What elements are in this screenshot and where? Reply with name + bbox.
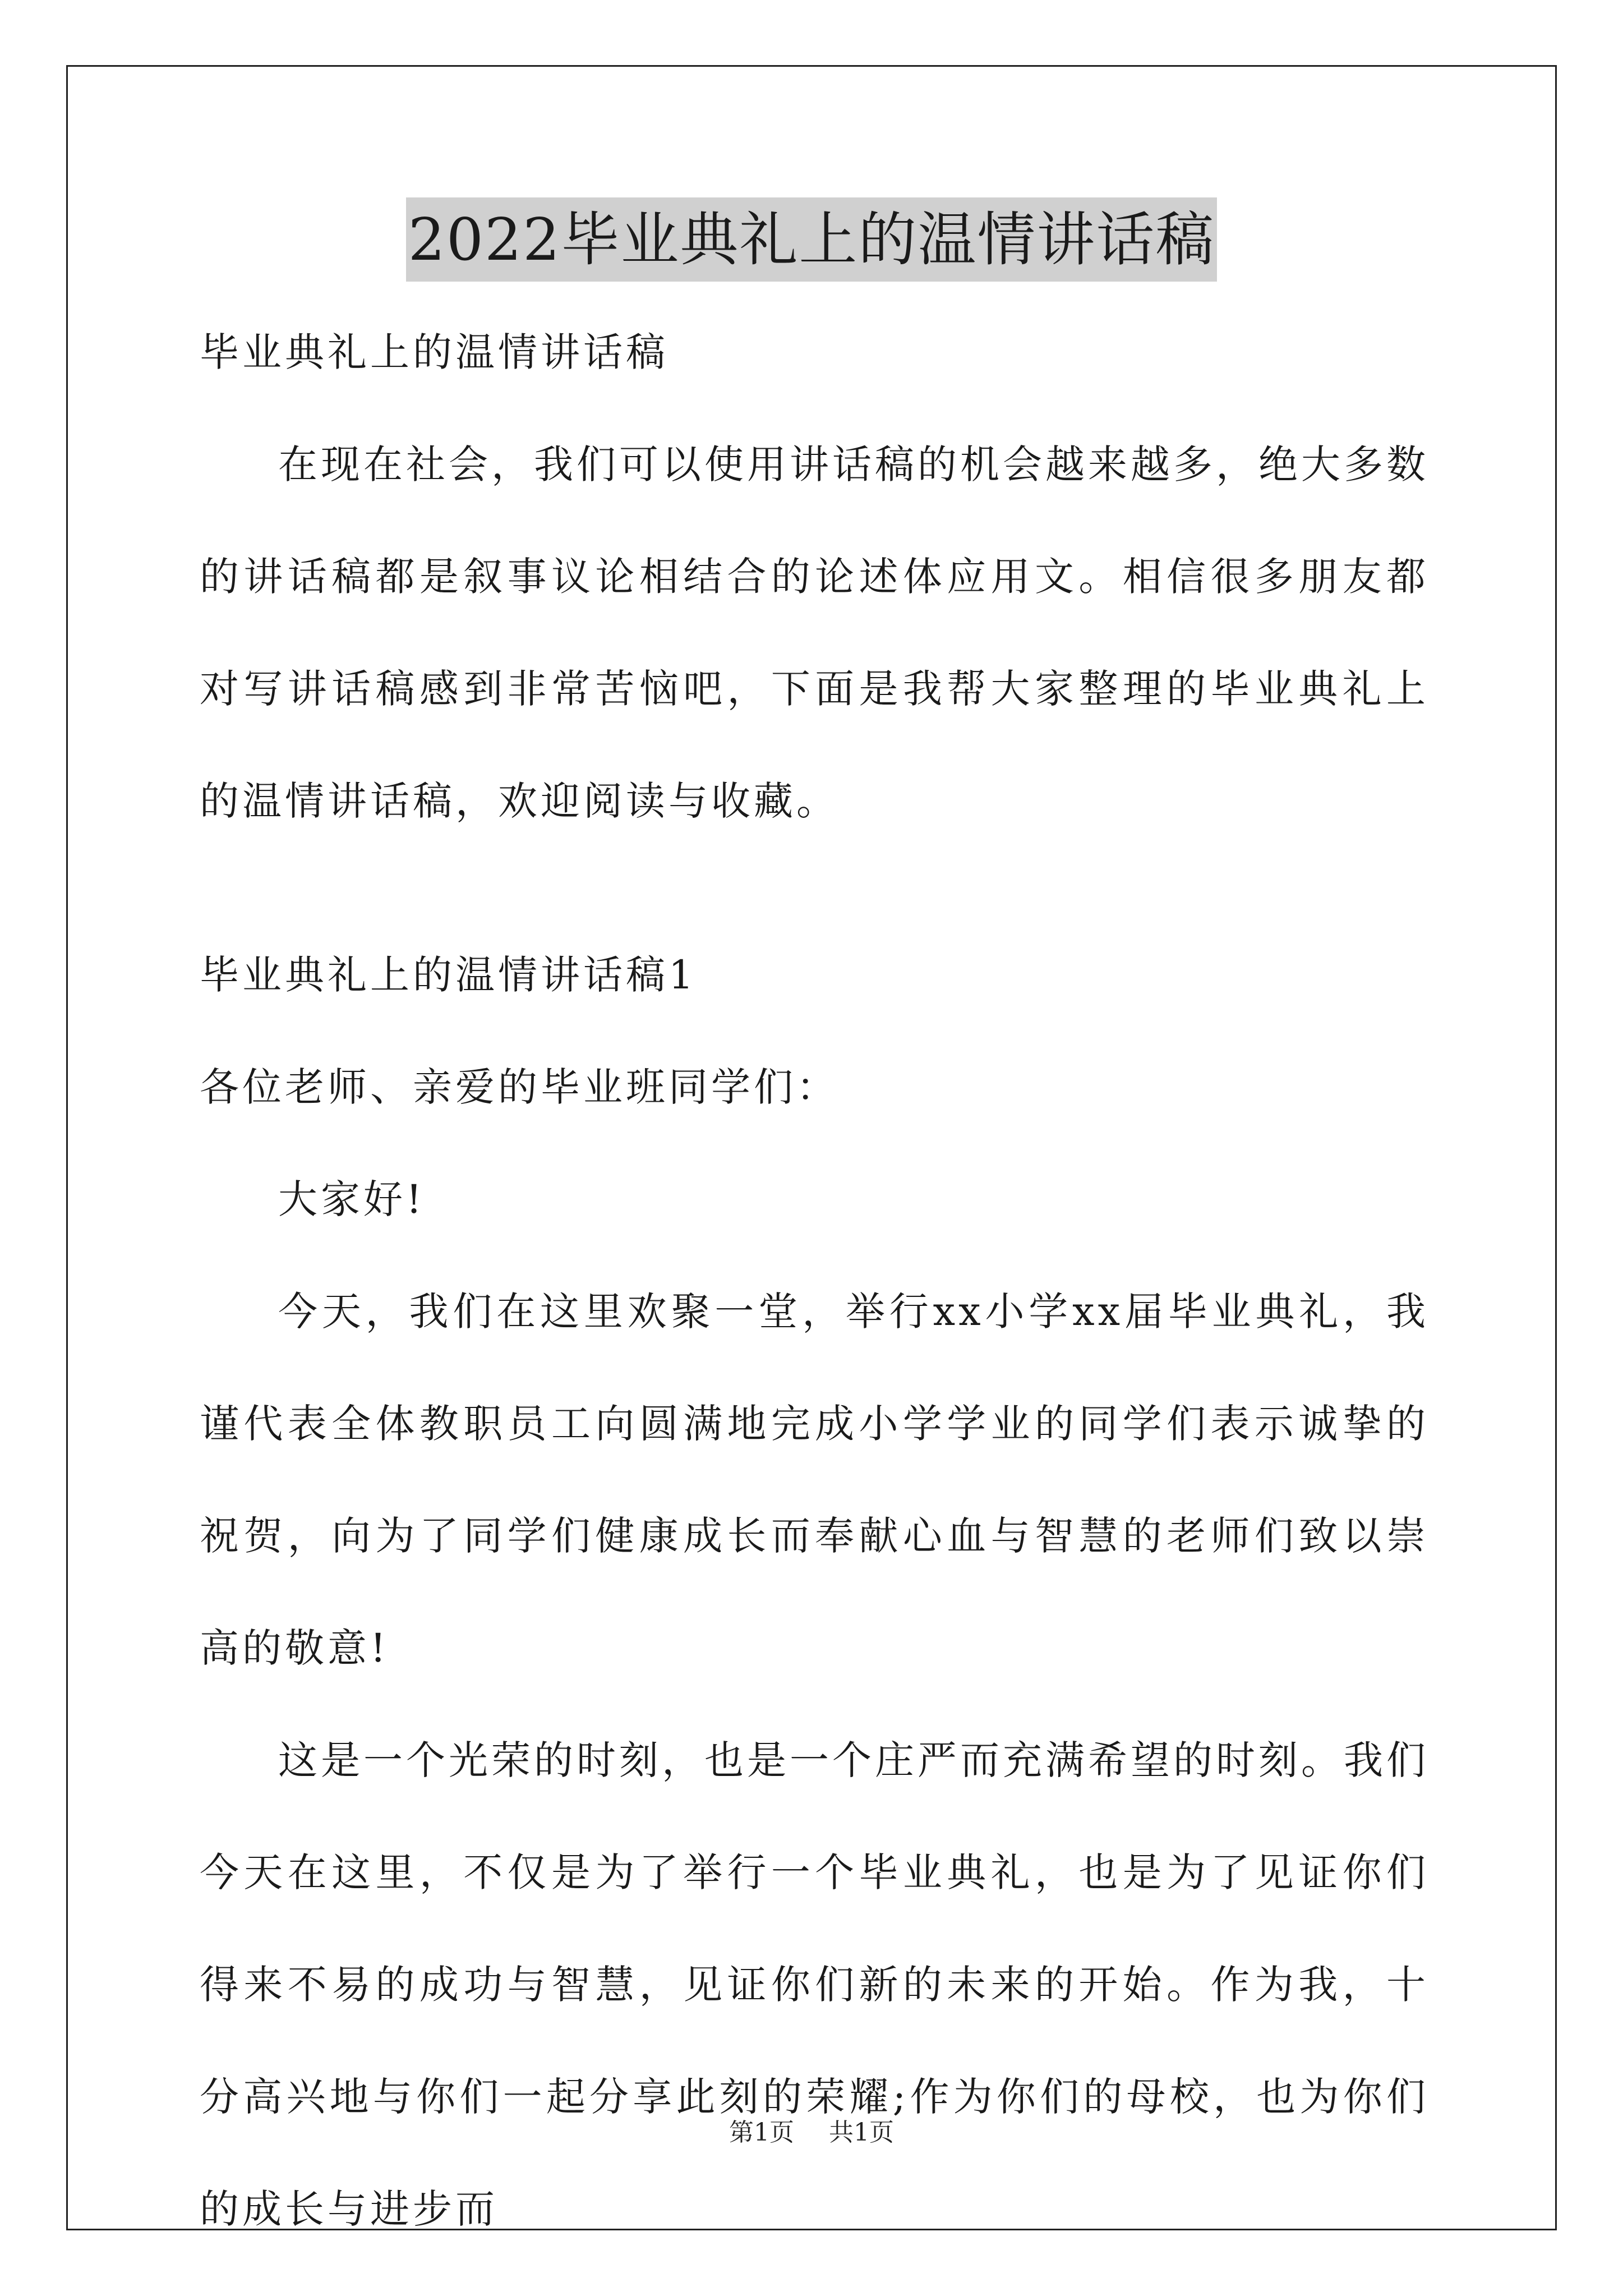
body-paragraph-2: 这是一个光荣的时刻，也是一个庄严而充满希望的时刻。我们今天在这里，不仅是为了举行一个毕业典礼，也是为了见证你们得来不易的成功与智慧，见证你们新的未来的开始。作为我，十分高兴地与你们一起分享此刻的荣耀;作为你们的母校，也为你们的成长与进步而 bbox=[200, 1737, 1429, 2232]
body-paragraph-1: 今天，我们在这里欢聚一堂，举行xx小学xx届毕业典礼，我谨代表全体教职员工向圆满地完成小学学业的同学们表示诚挚的祝贺，向为了同学们健康成长而奉献心血与智慧的老师们致以崇高的敬意! bbox=[200, 1289, 1429, 1671]
intro-paragraph: 在现在社会，我们可以使用讲话稿的机会越来越多，绝大多数的讲话稿都是叙事议论相结合的论述体应用文。相信很多朋友都对写讲话稿感到非常苦恼吧，下面是我帮大家整理的毕业典礼上的温情讲话稿，欢迎阅读与收藏。 bbox=[200, 441, 1429, 824]
document-title: 2022毕业典礼上的温情讲话稿 bbox=[406, 197, 1218, 282]
page-footer bbox=[0, 2116, 1623, 2150]
section-gap bbox=[200, 857, 1429, 919]
greeting: 大家好! bbox=[278, 1176, 426, 1222]
page-number: 第1页 bbox=[729, 2118, 794, 2147]
page-total: 共1页 bbox=[829, 2118, 894, 2147]
salutation: 各位老师、亲爱的毕业班同学们： bbox=[200, 1064, 839, 1110]
title-container bbox=[0, 197, 1623, 282]
section-heading: 毕业典礼上的温情讲话稿1 bbox=[200, 952, 697, 998]
document-body bbox=[200, 296, 1429, 2265]
subtitle: 毕业典礼上的温情讲话稿 bbox=[200, 329, 668, 375]
